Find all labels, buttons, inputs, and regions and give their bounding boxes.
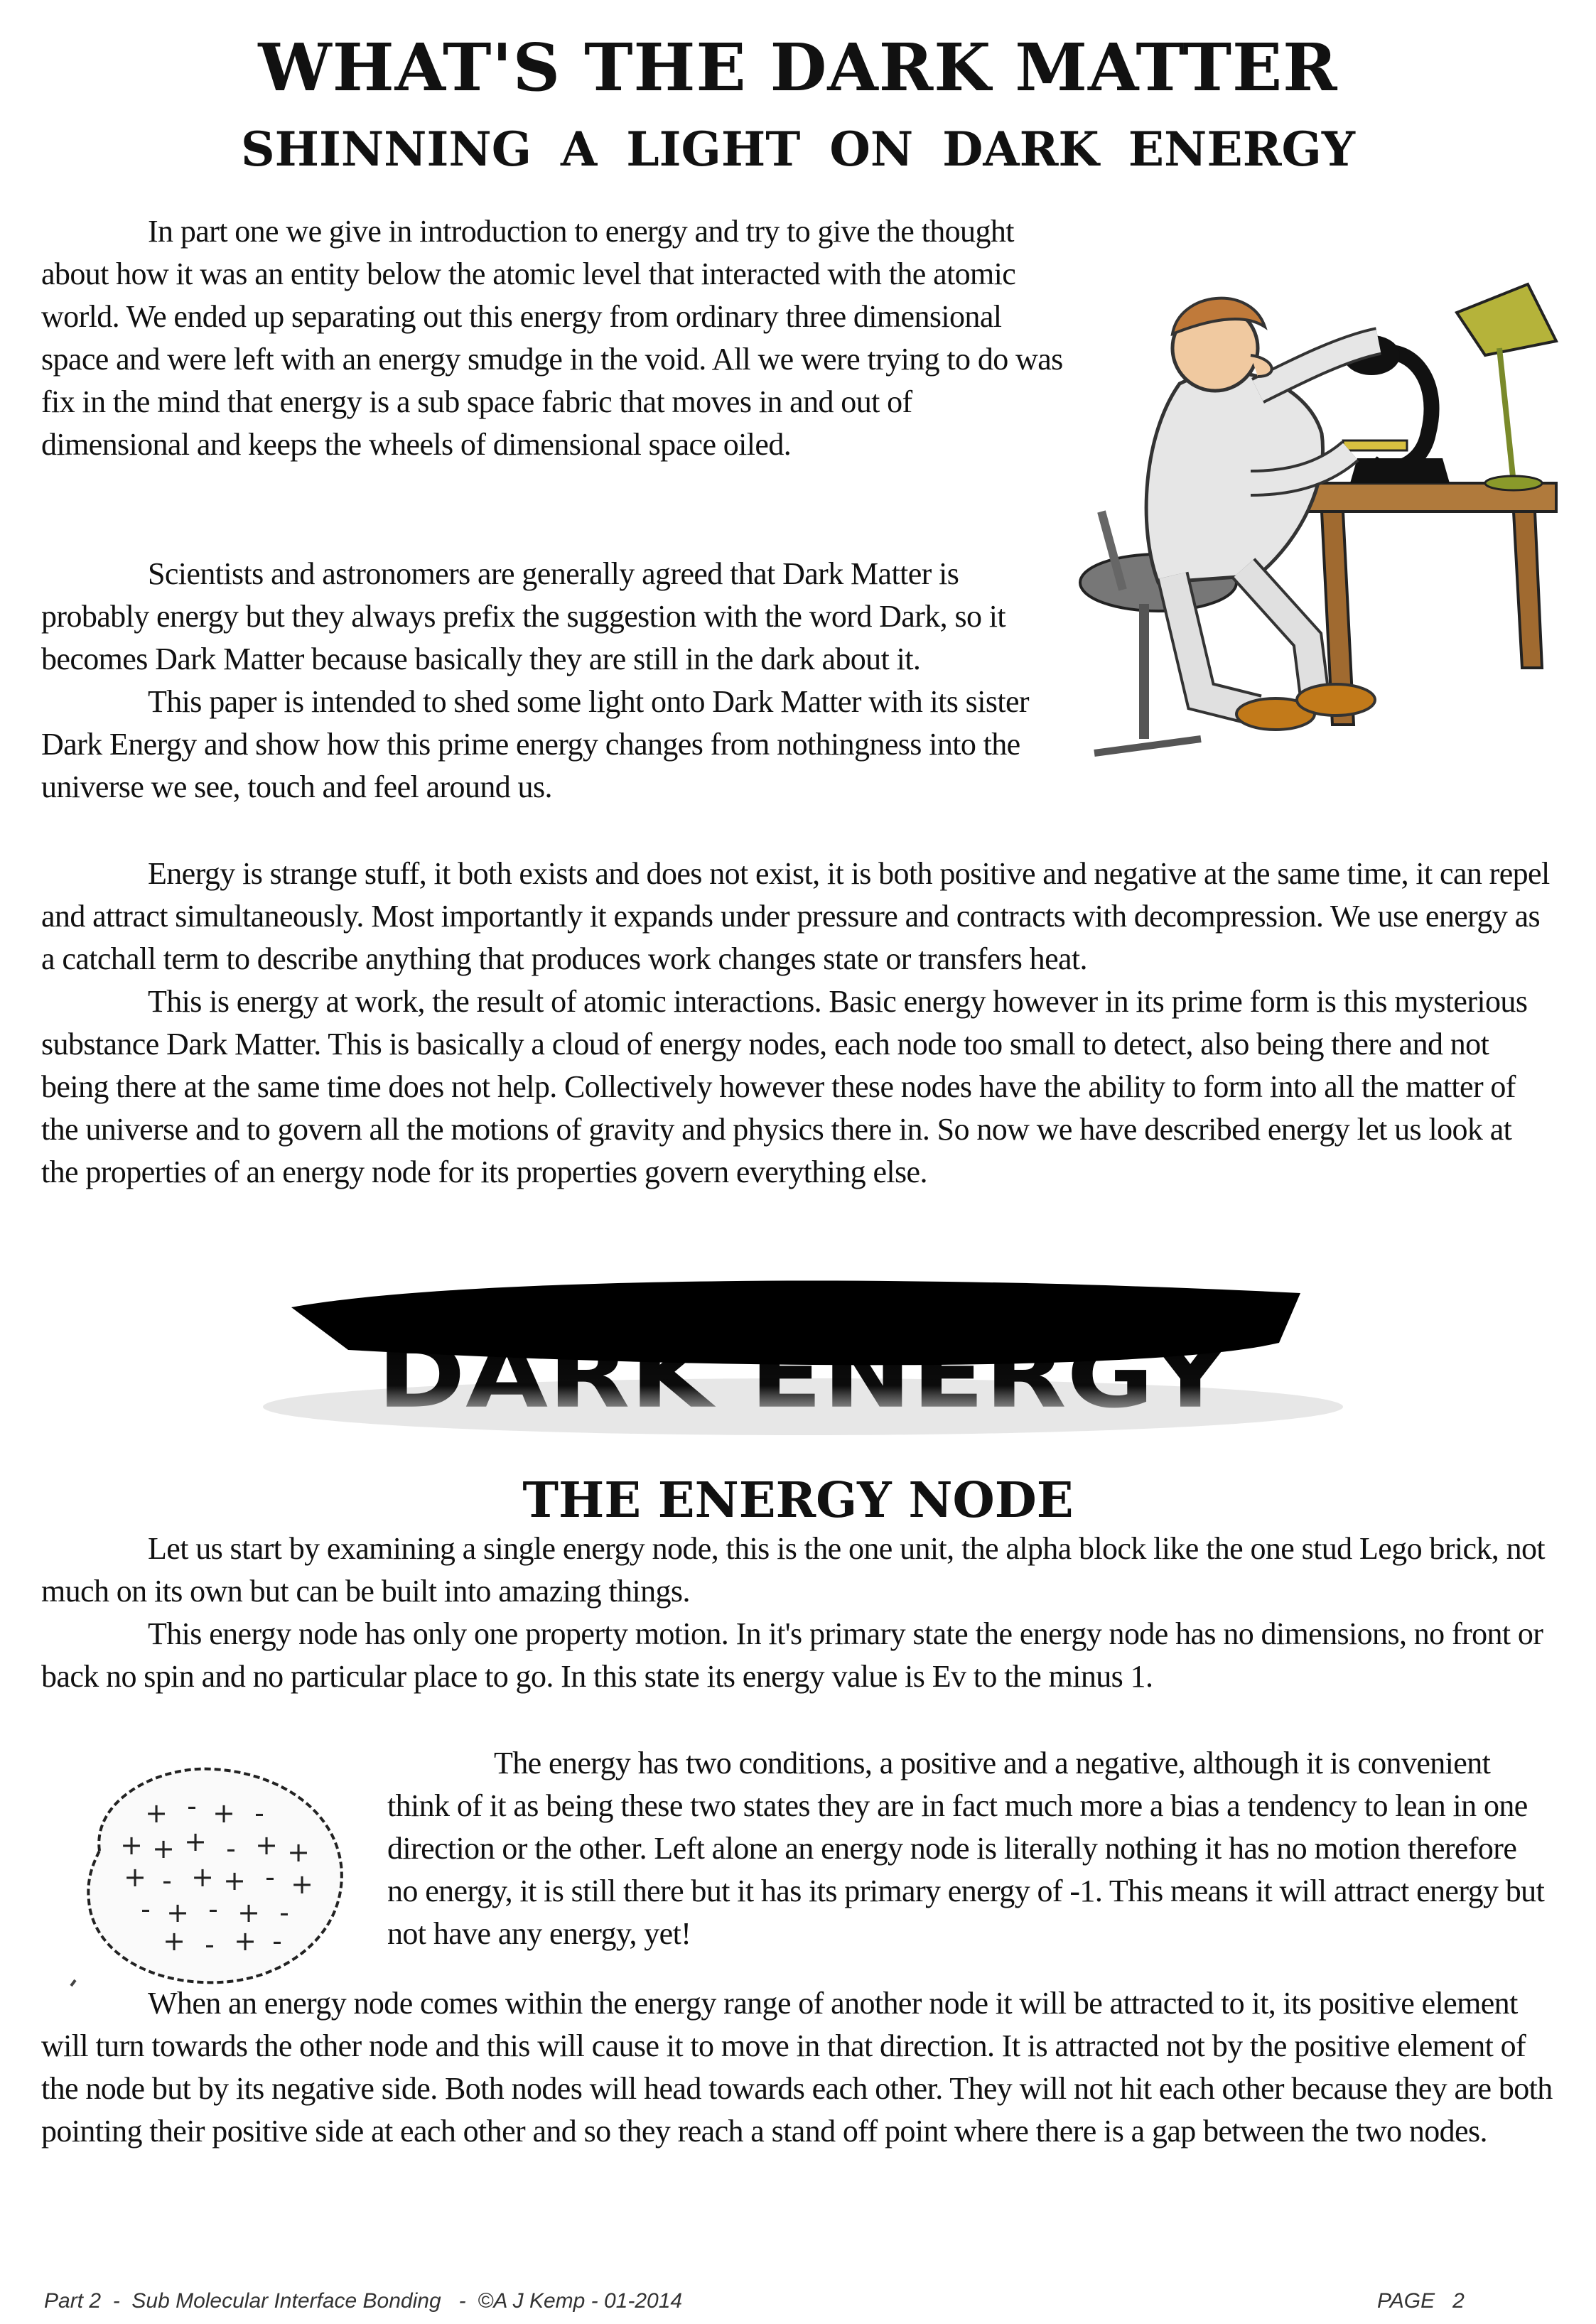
svg-text:-: - [279,1897,289,1928]
svg-text:+: + [184,1826,207,1857]
page-subtitle: SHINNING A LIGHT ON DARK ENERGY [240,121,1356,177]
svg-text:+: + [212,1798,235,1829]
svg-text:+: + [166,1897,189,1928]
svg-text:+: + [287,1837,310,1868]
energy-at-work-paragraph: This is energy at work, the result of atomic interactions. Basic energy however in its prime form is this mysterious substance Dark Matter. This is basically a cloud of energy nodes, each node too small to detect, also being there and not being there at the same time does not help. Collectively however these nodes have the ability to form into all the matter of the universe and to govern all the motions of gravity and physics there in. So now we have described energy let us look at the properties of an energy node for its properties govern everything else. [41,984,1528,1189]
page-title: WHAT'S THE DARK MATTER [258,29,1338,106]
svg-text:+: + [163,1925,185,1957]
svg-text:-: - [208,1893,218,1925]
energy-node-icon [50,1751,362,1996]
node-property-paragraph: This energy node has only one property motion. In it's primary state the energy node has no dimensions, no front or back no spin and no particular place to go. In this state its energy value is Ev to the minus 1. [41,1616,1543,1694]
svg-text:-: - [254,1798,264,1829]
intro-section [41,210,1064,466]
svg-text:-: - [272,1925,282,1957]
svg-text:+: + [191,1861,214,1893]
svg-text:+: + [124,1861,146,1893]
attraction-section [41,1982,1555,2153]
energy-section [41,853,1555,1194]
footer-document-info: Part 2 - Sub Molecular Interface Bonding - ©A J Kemp - 01-2014 [44,2289,683,2313]
scientist-microscope-icon [1073,270,1563,782]
svg-text:+: + [120,1830,143,1861]
svg-text:+: + [255,1830,278,1861]
svg-text:+: + [234,1925,257,1957]
energy-node-heading: THE ENERGY NODE [522,1472,1074,1529]
dark-energy-banner-icon [234,1265,1371,1449]
svg-text:-: - [162,1865,172,1896]
node-intro-section [41,1528,1555,1698]
footer-page-number: PAGE 2 [1377,2289,1465,2313]
banner-text: DARK ENERGY [377,1322,1229,1428]
svg-text:-: - [226,1833,236,1864]
scientists-paragraph: Scientists and astronomers are generally agreed that Dark Matter is probably energy but they always prefix the suggestion with the word Dark, so it becomes Dark Matter because basically they are still in the dark about it. [41,556,1006,676]
svg-text:-: - [265,1861,275,1893]
svg-text:+: + [237,1897,260,1928]
svg-text:-: - [141,1893,151,1925]
conditions-section [387,1742,1553,1955]
svg-text:+: + [152,1833,175,1864]
conditions-paragraph: The energy has two conditions, a positive and a negative, although it is convenient think of it as being these two states they are in fact much more a bias a tendency to lean in one direction or the other. Left alone an energy node is literally nothing it has no motion therefore no energy, it is still there but it has its primary energy of -1. This means it will attract energy but not have any energy, yet! [387,1746,1545,1951]
svg-text:+: + [223,1865,246,1896]
strange-stuff-paragraph: Energy is strange stuff, it both exists and does not exist, it is both positive and negative at the same time, it can repel and attract simultaneously. Most importantly it expands under pressure and contracts with decompression. We use energy as a catchall term to describe anything that produces work changes state or transfers heat. [41,856,1550,976]
svg-text:-: - [205,1929,215,1960]
svg-text:+: + [145,1798,168,1829]
node-intro-paragraph: Let us start by examining a single energy node, this is the one unit, the alpha block like the one stud Lego brick, not much on its own but can be built into amazing things. [41,1531,1546,1609]
svg-text:-: - [187,1790,197,1822]
paper-paragraph: This paper is intended to shed some light onto Dark Matter with its sister Dark Energy and show how this prime energy changes from nothingness into the universe we see, touch and feel around us. [41,684,1029,804]
intro-paragraph: In part one we give in introduction to energy and try to give the thought about how it was an entity below the atomic level that interacted with the atomic world. We ended up separating out this energy from ordinary three dimensional space and were left with an energy smudge in the void. All we were trying to do was fix in the mind that energy is a sub space fabric that moves in and out of dimensional and keeps the wheels of dimensional space oiled. [41,214,1063,462]
svg-text:+: + [291,1869,313,1900]
attraction-paragraph: When an energy node comes within the energy range of another node it will be attracted to it, its positive element will turn towards the other node and this will cause it to move in that direction. It is attracted not by the positive element of the node but by its negative side. Both nodes will head towards each other. They will not hit each other because they are both pointing their positive side at each other and so they reach a stand off point where there is a gap between the two nodes. [41,1986,1553,2149]
scientists-section [41,553,1064,809]
